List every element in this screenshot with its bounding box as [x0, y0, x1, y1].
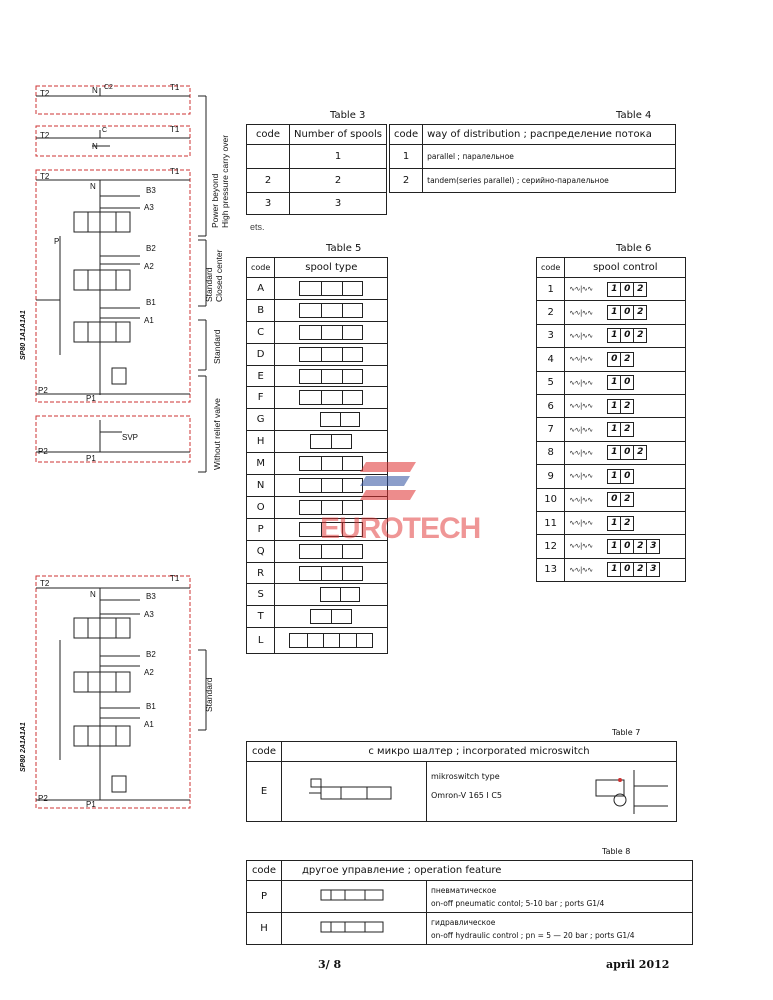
standard-label-1: Standard — [204, 267, 214, 302]
table6-code: 8 — [537, 441, 565, 464]
table8-symbol-cell — [282, 881, 427, 913]
port-p2-c: P2 — [38, 794, 48, 803]
port-b3: B3 — [146, 186, 156, 195]
table3-cell: 2 — [247, 169, 290, 193]
spool-symbol-icon — [320, 587, 360, 602]
position-box: 1 — [608, 540, 621, 553]
label-t2-d: T2 — [40, 579, 50, 588]
table8 — [246, 860, 693, 945]
spool-symbol-icon — [299, 566, 363, 581]
table6-code: 11 — [537, 511, 565, 534]
position-boxes — [607, 516, 634, 531]
table3-note: ets. — [250, 222, 265, 232]
table5-row — [247, 431, 388, 453]
table4-cell: 1 — [390, 145, 423, 169]
label-t2: T2 — [40, 89, 50, 98]
spring-detent-icon: ∿∿|∿∿ — [569, 519, 593, 528]
table6-row — [537, 371, 686, 394]
port-p1-b: P1 — [86, 454, 96, 463]
table3-cell — [247, 145, 290, 169]
table8-title: пневматическое — [431, 885, 497, 895]
microswitch-drawing-icon — [590, 766, 670, 816]
position-box: 3 — [650, 540, 657, 551]
table6-row — [537, 301, 686, 324]
label-t2-b: T2 — [40, 131, 50, 140]
table8-code: H — [247, 913, 282, 945]
table6-control-cell — [565, 558, 686, 581]
spool-symbol-icon — [299, 478, 363, 493]
port-b1: B1 — [146, 298, 156, 307]
table6-row — [537, 278, 686, 301]
table5-symbol-cell — [275, 606, 388, 628]
pneumatic-spool-icon — [319, 888, 389, 902]
spool-symbol-icon — [299, 303, 363, 318]
position-box: 2 — [624, 494, 631, 505]
table6-code: 2 — [537, 301, 565, 324]
table6-row — [537, 535, 686, 558]
table6-control-cell — [565, 348, 686, 371]
position-box: 1 — [608, 329, 621, 342]
table5-code: S — [247, 584, 275, 606]
spring-detent-icon: ∿∿|∿∿ — [569, 495, 593, 504]
position-box: 0 — [621, 446, 634, 459]
table5-code: L — [247, 628, 275, 654]
table6-code: 12 — [537, 535, 565, 558]
table4-cell: tandem(series parallel) ; серийно-паралельное — [423, 169, 676, 193]
label-t2-c: T2 — [40, 172, 50, 181]
table5-row — [247, 365, 388, 387]
table5-code: C — [247, 321, 275, 343]
position-box: 0 — [621, 329, 634, 342]
eurotech-logo-icon — [356, 456, 420, 504]
table3-caption: Table 3 — [330, 110, 366, 121]
spool-symbol-icon — [320, 412, 360, 427]
table5-symbol-cell — [275, 321, 388, 343]
table7-code: E — [247, 762, 282, 822]
position-boxes — [607, 305, 647, 320]
position-boxes — [607, 539, 660, 554]
label-n-c: N — [90, 182, 96, 191]
position-boxes — [607, 375, 634, 390]
watermark-text: EUROTECH — [320, 512, 481, 545]
table5-code: O — [247, 496, 275, 518]
table5-symbol-cell — [275, 299, 388, 321]
table6-code: 13 — [537, 558, 565, 581]
port-a1-b: A1 — [144, 720, 154, 729]
table6-header-spool-control: spool control — [565, 258, 686, 278]
schematic-panel — [0, 0, 240, 1000]
table5-row — [247, 321, 388, 343]
table6-row — [537, 441, 686, 464]
table6-row — [537, 511, 686, 534]
spool-symbol-icon — [299, 369, 363, 384]
without-relief-label: Without relief valve — [212, 398, 222, 470]
table8-code: P — [247, 881, 282, 913]
spring-detent-icon: ∿∿|∿∿ — [569, 472, 593, 481]
spool-symbol-icon — [310, 609, 352, 624]
table5-header-spool-type: spool type — [275, 258, 388, 278]
position-boxes — [607, 328, 647, 343]
position-boxes — [607, 399, 634, 414]
table8-title: гидравлическое — [431, 917, 496, 927]
spring-detent-icon: ∿∿|∿∿ — [569, 448, 593, 457]
hydraulic-spool-icon — [319, 920, 389, 934]
position-box: 2 — [637, 307, 644, 318]
position-box: 1 — [608, 517, 621, 530]
model-label-1: SP80 1A1A1A1 — [20, 310, 27, 360]
port-a2: A2 — [144, 262, 154, 271]
position-box: 0 — [621, 283, 634, 296]
position-boxes — [607, 469, 634, 484]
table6-code: 6 — [537, 394, 565, 417]
port-b3-b: B3 — [146, 592, 156, 601]
high-pressure-label: High pressure carry over — [220, 134, 230, 228]
table6-code: 10 — [537, 488, 565, 511]
position-box: 2 — [624, 424, 631, 435]
table6-row — [537, 418, 686, 441]
footer-date: april 2012 — [606, 958, 670, 971]
table6-code: 1 — [537, 278, 565, 301]
table3 — [246, 124, 387, 215]
table6-control-cell — [565, 301, 686, 324]
position-box: 2 — [637, 283, 644, 294]
spring-detent-icon: ∿∿|∿∿ — [569, 331, 593, 340]
position-boxes — [607, 352, 634, 367]
table5-code: F — [247, 387, 275, 409]
position-box: 0 — [624, 470, 631, 481]
table5-code: D — [247, 343, 275, 365]
label-c: C — [102, 127, 108, 134]
table7-desc2: Omron-V 165 I C5 — [431, 790, 502, 800]
table8-caption: Table 8 — [602, 847, 631, 856]
table4 — [389, 124, 676, 193]
table5-caption: Table 5 — [326, 243, 362, 254]
position-box: 2 — [624, 517, 631, 528]
table6-control-cell — [565, 278, 686, 301]
position-box: 2 — [624, 353, 631, 364]
position-boxes — [607, 282, 647, 297]
position-box: 1 — [608, 446, 621, 459]
spring-detent-icon: ∿∿|∿∿ — [569, 285, 593, 294]
table5-code: Q — [247, 540, 275, 562]
port-svp: SVP — [122, 433, 139, 442]
power-beyond-label: Power beyond — [210, 173, 220, 228]
label-n-b: N — [92, 142, 98, 151]
spring-detent-icon: ∿∿|∿∿ — [569, 402, 593, 411]
spring-detent-icon: ∿∿|∿∿ — [569, 565, 593, 574]
table7-desc1: mikroswitch type — [431, 771, 500, 781]
page-number: 3/ 8 — [318, 958, 342, 971]
table5-code: H — [247, 431, 275, 453]
standard-label-3: Standard — [204, 677, 214, 712]
table7-symbol-cell — [282, 762, 427, 822]
table5-code: R — [247, 562, 275, 584]
position-box: 3 — [650, 564, 657, 575]
position-box: 1 — [608, 423, 621, 436]
table6-code: 3 — [537, 324, 565, 347]
position-box: 0 — [621, 563, 634, 576]
position-boxes — [607, 422, 634, 437]
table5-symbol-cell — [275, 409, 388, 431]
table4-caption: Table 4 — [616, 110, 652, 121]
table3-cell: 3 — [290, 193, 387, 215]
table7-desc-cell — [427, 762, 677, 822]
position-box: 2 — [637, 447, 644, 458]
spring-detent-icon: ∿∿|∿∿ — [569, 542, 593, 551]
table5-symbol-cell — [275, 278, 388, 300]
standard-label-2: Standard — [212, 329, 222, 364]
port-p1-c: P1 — [86, 800, 96, 809]
table6-code: 5 — [537, 371, 565, 394]
position-box: 0 — [608, 353, 621, 366]
table4-header-distribution: way of distribution ; распределение потока — [423, 125, 676, 145]
table6-control-cell — [565, 465, 686, 488]
spring-detent-icon: ∿∿|∿∿ — [569, 308, 593, 317]
table5-symbol-cell — [275, 562, 388, 584]
table5-row — [247, 278, 388, 300]
table5-symbol-cell — [275, 387, 388, 409]
spool-symbol-icon — [299, 347, 363, 362]
table6-caption: Table 6 — [616, 243, 652, 254]
table5-code: B — [247, 299, 275, 321]
label-t1-b: T1 — [170, 125, 180, 134]
table6 — [536, 257, 686, 582]
microswitch-spool-icon — [309, 777, 399, 803]
table7-header-microswitch: с микро шалтер ; incorporated microswitch — [282, 742, 677, 762]
table6-row — [537, 558, 686, 581]
spool-symbol-icon — [289, 633, 373, 648]
label-n-d: N — [90, 590, 96, 599]
table5-code: E — [247, 365, 275, 387]
table5-symbol-cell — [275, 431, 388, 453]
port-a2-b: A2 — [144, 668, 154, 677]
spool-symbol-icon — [299, 390, 363, 405]
table5-header-code: code — [247, 258, 275, 278]
table8-header-code: code — [247, 861, 282, 881]
position-box: 1 — [608, 563, 621, 576]
port-b2: B2 — [146, 244, 156, 253]
label-n: N — [92, 86, 98, 95]
closed-center-label: Closed center — [214, 249, 224, 302]
table5-row — [247, 628, 388, 654]
position-box: 0 — [624, 377, 631, 388]
table5-row — [247, 584, 388, 606]
table5-symbol-cell — [275, 584, 388, 606]
port-p1: P1 — [86, 394, 96, 403]
table6-control-cell — [565, 511, 686, 534]
table8-desc-cell — [427, 881, 693, 913]
table5-code: P — [247, 518, 275, 540]
table5-code: A — [247, 278, 275, 300]
position-boxes — [607, 492, 634, 507]
table4-header-code: code — [390, 125, 423, 145]
table5-row — [247, 606, 388, 628]
table3-cell: 1 — [290, 145, 387, 169]
table5-code: N — [247, 475, 275, 497]
table5-row — [247, 299, 388, 321]
port-a3: A3 — [144, 203, 154, 212]
label-t1: T1 — [170, 83, 180, 92]
spool-symbol-icon — [299, 281, 363, 296]
port-p2: P2 — [38, 386, 48, 395]
table5-symbol-cell — [275, 343, 388, 365]
port-a1: A1 — [144, 316, 154, 325]
position-box: 1 — [608, 470, 621, 483]
table6-code: 7 — [537, 418, 565, 441]
table5-symbol-cell — [275, 628, 388, 654]
table5-row — [247, 562, 388, 584]
spool-symbol-icon — [310, 434, 352, 449]
port-b1-b: B1 — [146, 702, 156, 711]
table3-header-spools: Number of spools — [290, 125, 387, 145]
table5-code: G — [247, 409, 275, 431]
table5-symbol-cell — [275, 365, 388, 387]
table6-row — [537, 394, 686, 417]
table8-desc: on-off pneumatic contol; 5-10 bar ; ports G1/4 — [431, 898, 605, 908]
position-box: 2 — [634, 540, 647, 553]
table8-desc: on-off hydraulic control ; pn = 5 — 20 bar ; ports G1/4 — [431, 930, 635, 940]
table8-symbol-cell — [282, 913, 427, 945]
table8-header-operation: другое управление ; operation feature — [282, 861, 693, 881]
table6-row — [537, 324, 686, 347]
position-box: 0 — [608, 493, 621, 506]
position-box: 0 — [621, 540, 634, 553]
label-t1-d: T1 — [170, 574, 180, 583]
table6-control-cell — [565, 418, 686, 441]
position-box: 1 — [608, 283, 621, 296]
table3-header-code: code — [247, 125, 290, 145]
table6-control-cell — [565, 394, 686, 417]
table3-cell: 2 — [290, 169, 387, 193]
table6-row — [537, 488, 686, 511]
table4-cell: parallel ; паралельное — [423, 145, 676, 169]
spring-detent-icon: ∿∿|∿∿ — [569, 425, 593, 434]
table6-row — [537, 465, 686, 488]
position-box: 2 — [624, 400, 631, 411]
table5-code: M — [247, 453, 275, 475]
table4-cell: 2 — [390, 169, 423, 193]
table6-row — [537, 348, 686, 371]
table5-row — [247, 387, 388, 409]
spring-detent-icon: ∿∿|∿∿ — [569, 355, 593, 364]
label-c2: C2 — [104, 84, 113, 91]
port-p2-b: P2 — [38, 447, 48, 456]
port-a3-b: A3 — [144, 610, 154, 619]
position-box: 1 — [608, 376, 621, 389]
table6-control-cell — [565, 324, 686, 347]
table6-header-code: code — [537, 258, 565, 278]
spool-symbol-icon — [299, 456, 363, 471]
table3-cell: 3 — [247, 193, 290, 215]
position-boxes — [607, 562, 660, 577]
table6-code: 4 — [537, 348, 565, 371]
table6-control-cell — [565, 488, 686, 511]
position-box: 2 — [634, 563, 647, 576]
spool-symbol-icon — [299, 325, 363, 340]
table7 — [246, 741, 677, 822]
position-box: 1 — [608, 306, 621, 319]
label-t1-c: T1 — [170, 167, 180, 176]
table7-caption: Table 7 — [612, 728, 641, 737]
spring-detent-icon: ∿∿|∿∿ — [569, 378, 593, 387]
position-boxes — [607, 445, 647, 460]
table8-desc-cell — [427, 913, 693, 945]
table6-control-cell — [565, 371, 686, 394]
table6-code: 9 — [537, 465, 565, 488]
model-label-2: SP80 2A1A1A1 — [20, 722, 27, 772]
position-box: 1 — [608, 400, 621, 413]
position-box: 0 — [621, 306, 634, 319]
table5-code: T — [247, 606, 275, 628]
table5-row — [247, 409, 388, 431]
table6-control-cell — [565, 535, 686, 558]
table5-row — [247, 343, 388, 365]
port-p: P — [54, 237, 60, 246]
position-box: 2 — [637, 330, 644, 341]
table7-header-code: code — [247, 742, 282, 762]
port-b2-b: B2 — [146, 650, 156, 659]
table6-control-cell — [565, 441, 686, 464]
